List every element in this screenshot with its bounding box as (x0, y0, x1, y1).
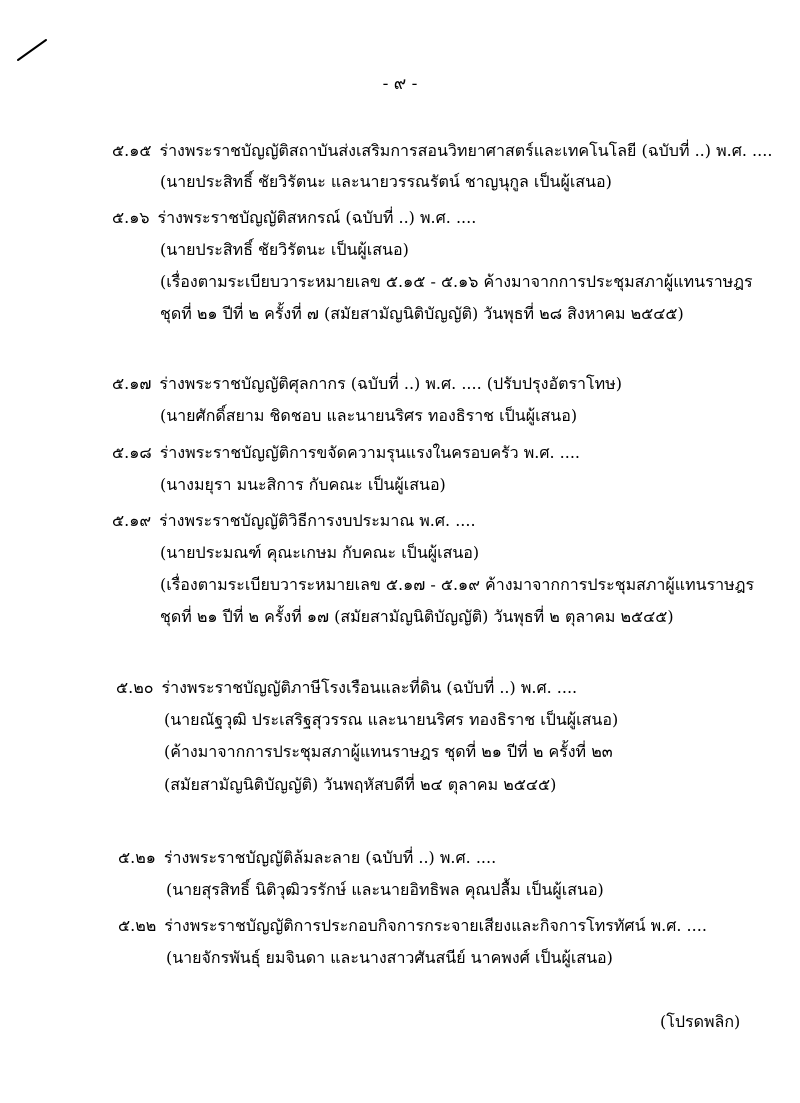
agenda-item-detail: ชุดที่ ๒๑ ปีที่ ๒ ครั้งที่ ๗ (สมัยสามัญนิติบัญญัติ) วันพุธที่ ๒๘ สิงหาคม ๒๕๔๕) (160, 304, 684, 323)
agenda-item-detail: (สมัยสามัญนิติบัญญัติ) วันพฤหัสบดีที่ ๒๔ ตุลาคม ๒๕๔๕) (164, 775, 557, 794)
agenda-item-number: ๕.๒๒ (118, 916, 157, 935)
agenda-item-number: ๕.๑๘ (112, 443, 152, 462)
agenda-item-detail: (นายณัฐวุฒิ ประเสริฐสุวรรณ และนายนริศร ทองธิราช เป็นผู้เสนอ) (164, 710, 619, 729)
agenda-item-detail: (นายจักรพันธุ์ ยมจินดา และนางสาวศันสนีย์ นาคพงศ์ เป็นผู้เสนอ) (166, 948, 613, 967)
agenda-item-title: ร่างพระราชบัญญัติสหกรณ์ (ฉบับที่ ..) พ.ศ. .... (157, 208, 477, 227)
agenda-item-number: ๕.๒๑ (118, 848, 156, 867)
agenda-item-title: ร่างพระราชบัญญัติวิธีการงบประมาณ พ.ศ. .... (159, 511, 476, 530)
agenda-item-title-line (118, 914, 707, 938)
agenda-item-title: ร่างพระราชบัญญัติล้มละลาย (ฉบับที่ ..) พ.ศ. .... (163, 848, 497, 867)
agenda-item-title: ร่างพระราชบัญญัติการประกอบกิจการกระจายเสียงและกิจการโทรทัศน์ พ.ศ. .... (164, 916, 707, 935)
agenda-item-detail: (นายศักดิ์สยาม ชิดชอบ และนายนริศร ทองธิราช เป็นผู้เสนอ) (160, 406, 578, 425)
agenda-item-number: ๕.๑๕ (112, 141, 152, 160)
agenda-item-detail: (นายประสิทธิ์ ชัยวิรัตนะ เป็นผู้เสนอ) (160, 240, 409, 259)
agenda-item-number: ๕.๑๗ (112, 374, 152, 393)
agenda-item-title-line (112, 206, 476, 230)
agenda-item-title: ร่างพระราชบัญญัติศุลกากร (ฉบับที่ ..) พ.ศ. .... (ปรับปรุงอัตราโทษ) (159, 374, 622, 393)
agenda-item-title-line (112, 139, 772, 163)
agenda-item-number: ๕.๑๖ (112, 208, 150, 227)
agenda-item-title: ร่างพระราชบัญญัติการขจัดความรุนแรงในครอบครัว พ.ศ. .... (159, 443, 580, 462)
agenda-item-detail: (เรื่องตามระเบียบวาระหมายเลข ๕.๑๕ - ๕.๑๖ ค้างมาจากการประชุมสภาผู้แทนราษฎร (160, 272, 753, 291)
agenda-item-title: ร่างพระราชบัญญัติภาษีโรงเรือนและที่ดิน (ฉบับที่ ..) พ.ศ. .... (161, 678, 578, 697)
agenda-item-title-line (116, 676, 577, 700)
agenda-item-title-line (118, 846, 496, 870)
agenda-item-detail: (นายประสิทธิ์ ชัยวิรัตนะ และนายวรรณรัตน์ ชาญนุกูล เป็นผู้เสนอ) (160, 172, 612, 191)
agenda-item-number: ๕.๒๐ (116, 678, 154, 697)
agenda-item-detail: (นายสุรสิทธิ์ นิติวุฒิวรรักษ์ และนายอิทธิพล คุณปลื้ม เป็นผู้เสนอ) (166, 880, 604, 899)
agenda-item-detail: ชุดที่ ๒๑ ปีที่ ๒ ครั้งที่ ๑๗ (สมัยสามัญนิติบัญญัติ) วันพุธที่ ๒ ตุลาคม ๒๕๔๕) (160, 607, 674, 626)
agenda-item-title-line (112, 372, 622, 396)
turn-page-note: (โปรดพลิก) (660, 1012, 741, 1031)
agenda-item-detail: (นางมยุรา มนะสิการ กับคณะ เป็นผู้เสนอ) (160, 475, 446, 494)
agenda-item-number: ๕.๑๙ (112, 511, 152, 530)
agenda-item-title: ร่างพระราชบัญญัติสถาบันส่งเสริมการสอนวิทยาศาสตร์และเทคโนโลยี (ฉบับที่ ..) พ.ศ. .... (159, 141, 773, 160)
page-number: - ๙ - (382, 74, 418, 94)
agenda-item-detail: (เรื่องตามระเบียบวาระหมายเลข ๕.๑๗ - ๕.๑๙ ค้างมาจากการประชุมสภาผู้แทนราษฎร (160, 575, 755, 594)
agenda-item-detail: (ค้างมาจากการประชุมสภาผู้แทนราษฎร ชุดที่ ๒๑ ปีที่ ๒ ครั้งที่ ๒๓ (164, 742, 613, 761)
agenda-item-detail: (นายประมณฑ์ คุณะเกษม กับคณะ เป็นผู้เสนอ) (160, 543, 480, 562)
agenda-item-title-line (112, 509, 476, 533)
agenda-item-title-line (112, 441, 580, 465)
